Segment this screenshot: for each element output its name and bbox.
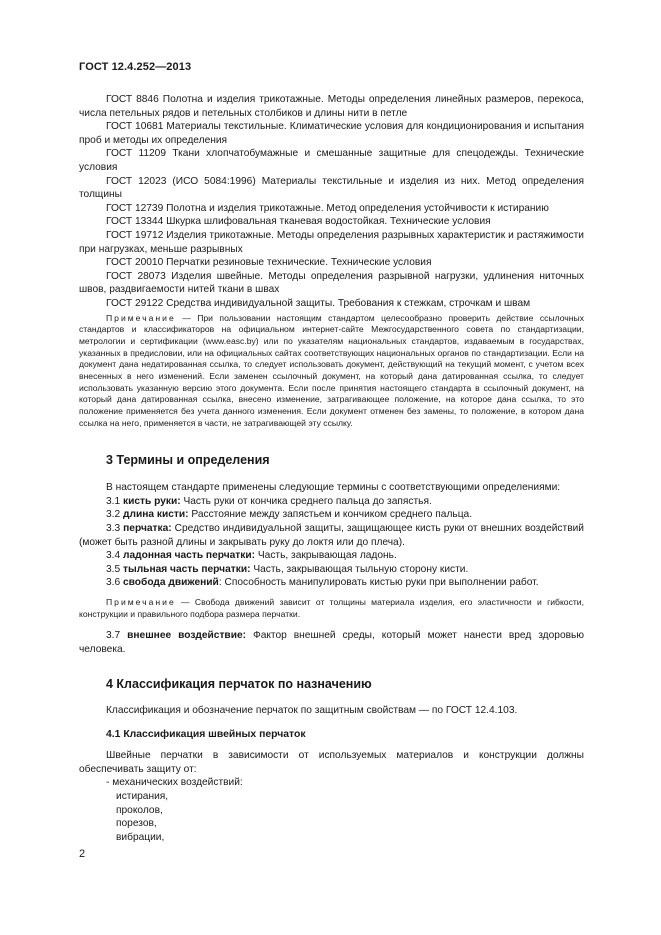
list-item: истирания, (116, 791, 169, 803)
note-text: — При пользовании настоящим стандартом целесообразно проверить действие ссылочных стандартов и классификаторов на официальном интернет-сайте Межгосударственного совета по стандартизации, метрологии и сертификации (www.easc.by) или по указателям национальных стандартов, издаваемым в государствах, указанных в предисловии, или на официальных сайтах соответствующих национальных органов по стандартизации. Если на документ дана недатированная ссылка, то следует использовать документ, действующий на текущий момент, с учетом всех внесенных в него изменений. Если заменен ссылочный документ, на который дана датированная ссылка, то следует использовать указанную версию этого документа. Если после принятия настоящего стандарта в ссылочный документ, на который дана датированная ссылка, внесено изменение, затрагивающее положение, на которое дана ссылка, то это положение применяется без учета данного изменения. Если документ отменен без замены, то положение, в котором дана ссылка на него, применяется в части, не затрагивающей эту ссылку. (79, 312, 584, 428)
reference-item: ГОСТ 8846 Полотна и изделия трикотажные. Методы определения линейных размеров, перекоса, числа петельных рядов и петельных столбиков и длины нити в петле (79, 94, 584, 119)
page-number: 2 (79, 848, 86, 860)
term-definition: Расстояние между запястьем и кончиком среднего пальца. (188, 509, 473, 521)
note-references (79, 313, 584, 430)
section-intro: Классификация и обозначение перчаток по защитным свойствам — по ГОСТ 12.4.103. (106, 705, 518, 717)
note-freedom (79, 597, 584, 620)
list-item: проколов, (116, 804, 163, 816)
reference-item: ГОСТ 12023 (ИСО 5084:1996) Материалы текстильные и изделия из них. Метод определения толщины (79, 175, 584, 201)
reference-item: ГОСТ 12739 Полотна и изделия трикотажные. Метод определения устойчивости к истиранию (106, 202, 549, 214)
term-name: тыльная часть перчатки: (123, 563, 251, 575)
term-name: длина кисти: (123, 509, 189, 521)
term-definition: Часть руки от кончика среднего пальца до запястья. (180, 495, 432, 507)
document-content (79, 93, 584, 844)
reference-item: ГОСТ 13344 Шкурка шлифовальная тканевая водостойкая. Технические условия (106, 216, 491, 228)
section-heading: 4 Классификация перчаток по назначению (106, 677, 372, 692)
term-number: 3.3 (106, 522, 121, 534)
list-item: вибрации, (116, 831, 165, 843)
term-entry (79, 563, 584, 577)
term-number: 3.1 (106, 495, 121, 507)
term-number: 3.2 (106, 509, 121, 521)
reference-item: ГОСТ 28073 Изделия швейные. Методы определения разрывной нагрузки, удлинения ниточных швов, раздвигаемости нитей ткани в швах (79, 270, 584, 296)
term-name: перчатка: (123, 522, 172, 534)
term-definition: Часть, закрывающая ладонь. (255, 550, 397, 562)
term-definition: Фактор внешней среды, который может нанести вред здоровью человека. (79, 630, 584, 655)
reference-item: ГОСТ 20010 Перчатки резиновые технические. Технические условия (106, 257, 432, 269)
term-number: 3.4 (106, 550, 121, 562)
term-number: 3.5 (106, 563, 121, 575)
term-name: ладонная часть перчатки: (123, 550, 256, 562)
term-entry (79, 522, 584, 549)
term-definition: : Способность манипулировать кистью руки при выполнении работ. (218, 577, 539, 589)
note-text: — Свобода движений зависит от толщины материала изделия, его эластичности и гибкости, конструкции и правильного подбора размера перчатки. (79, 596, 584, 619)
list-item: порезов, (116, 818, 157, 830)
reference-item: ГОСТ 10681 Материалы текстильные. Климатические условия для кондиционирования и испытания проб и методы их определения (79, 121, 584, 146)
note-label: Примечание (106, 596, 176, 607)
subsection-intro: Швейные перчатки в зависимости от используемых материалов и конструкции должны обеспечивать защиту от: (79, 750, 584, 775)
term-name: кисть руки: (123, 495, 181, 507)
term-entry (79, 629, 584, 656)
term-entry (79, 495, 584, 509)
term-entry (79, 576, 584, 590)
section-heading: 3 Термины и определения (106, 452, 270, 467)
section-intro: В настоящем стандарте применены следующие термины с соответствующими определениями: (106, 482, 561, 494)
subsection-heading: 4.1 Классификация швейных перчаток (106, 728, 306, 740)
reference-item: ГОСТ 29122 Средства индивидуальной защиты. Требования к стежкам, строчкам и швам (106, 297, 531, 309)
reference-item: ГОСТ 19712 Изделия трикотажные. Методы определения разрывных характеристик и растяжимости при нагрузках, меньше разрывных (79, 229, 584, 255)
document-header: ГОСТ 12.4.252—2013 (79, 61, 192, 73)
term-definition: Часть, закрывающая тыльную сторону кисти. (250, 563, 469, 575)
term-entry (79, 508, 584, 522)
term-name: свобода движений (123, 577, 219, 589)
term-definition: Средство индивидуальной защиты, защищающее кисть руки от внешних воздействий (может быть разной длины и закрывать руку до локтя или до плеча). (79, 522, 584, 548)
term-name: внешнее воздействие: (127, 630, 247, 642)
term-entry (79, 549, 584, 563)
term-number: 3.7 (106, 630, 121, 642)
term-number: 3.6 (106, 577, 121, 589)
reference-item: ГОСТ 11209 Ткани хлопчатобумажные и смешанные защитные для спецодежды. Технические условия (79, 148, 584, 173)
note-label: Примечание (106, 312, 176, 323)
list-head: - механических воздействий: (106, 777, 243, 789)
